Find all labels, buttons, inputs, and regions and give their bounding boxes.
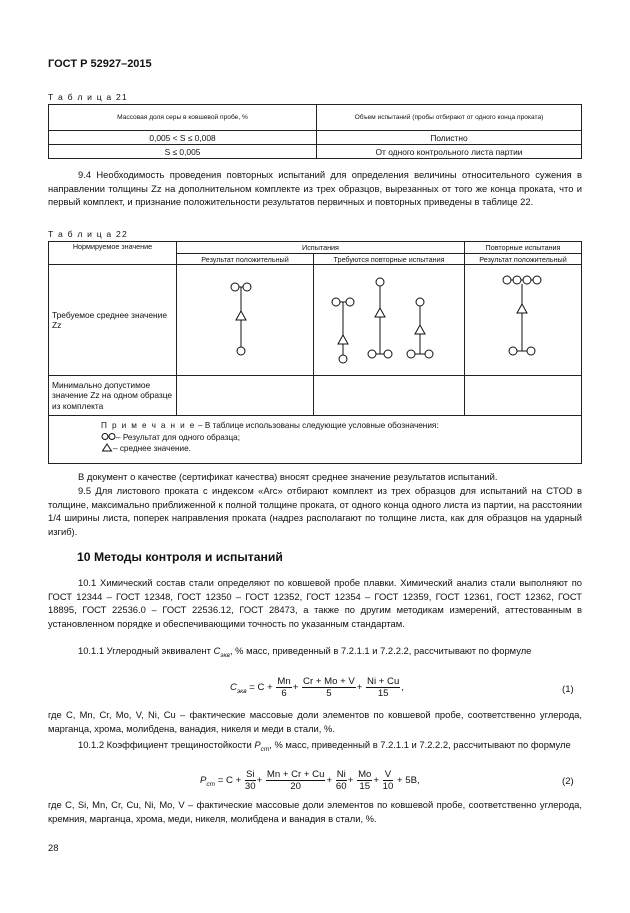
equation-number: (2) xyxy=(562,776,574,787)
table22-row-mean-label: Требуемое среднее значение Zz xyxy=(49,265,177,376)
table22-header-tests: Испытания xyxy=(177,242,465,254)
table-cell: От одного контрольного листа партии xyxy=(317,145,582,159)
table-cell xyxy=(314,376,465,416)
table22-caption: Т а б л и ц а 22 xyxy=(48,229,128,239)
table22-row-min-label: Минимально допустимое значение Zz на одном образце из комплекта xyxy=(49,376,177,416)
symbol: C xyxy=(213,645,221,656)
note-prefix: П р и м е ч а н и е xyxy=(101,421,196,430)
paragraph-text: где C, Mn, Cr, Mo, V, Ni, Cu – фактические массовые доли элементов по ковшевой пробе, соответственно углерода, марганца, хрома, молибдена, ванадия, никеля и меди в стали, %. xyxy=(48,709,582,734)
fraction: $\frac{Ni}{60}$ xyxy=(335,769,347,792)
table22-header-retests: Повторные испытания xyxy=(465,242,582,254)
fraction: $\frac{Si}{30}$ xyxy=(244,769,256,792)
paragraph-10-1-1 xyxy=(48,644,582,662)
table21-header-sulfur: Массовая доля серы в ковшевой пробе, % xyxy=(49,105,317,131)
table-cell: S ≤ 0,005 xyxy=(49,145,317,159)
formula-term: , xyxy=(401,682,404,694)
triangle-icon xyxy=(101,443,113,452)
formula-term: = C + xyxy=(246,682,273,694)
table-cell xyxy=(465,376,582,416)
paragraph-text: 9.4 Необходимость проведения повторных испытаний для определения величины относительного сужения в направлении толщины Zz на дополнительном комплекте из трех образцов, вырезанных от того же конца проката, что и первый комплект, и признание положительности результатов первичных и повторных приведены в таблице 22. xyxy=(48,169,582,208)
paragraph-9-5 xyxy=(48,484,582,538)
symbol: P xyxy=(254,739,261,750)
fraction: $\frac{Cr + Mo + V}{5}$ xyxy=(303,676,355,699)
formula-term: + 5B, xyxy=(394,775,420,787)
formula-2: $P_{cm} = C$ + $\frac{Si}{30}$ + $\frac{Mn + Cr + Cu}{20}$ + $\frac{Ni}{60}$ + $\frac{Mo}{15}$ + $\frac{V}{10}$ + 5B, xyxy=(200,769,420,792)
paragraph-where-2 xyxy=(48,798,582,825)
text-span: 10.1.1 Углеродный эквивалент xyxy=(78,645,214,656)
paragraph-text xyxy=(48,644,582,662)
table22-sub-positive: Результат положительный xyxy=(177,254,314,265)
symbol-subscript: cm xyxy=(260,745,270,753)
paragraph-9-4 xyxy=(48,168,582,209)
table21-header-volume: Объем испытаний (пробы отбирают от одного конца проката) xyxy=(317,105,582,131)
table-cell: 0,005 < S ≤ 0,008 xyxy=(49,131,317,145)
legend-mean xyxy=(101,443,581,454)
fraction: $\frac{Mn}{6}$ xyxy=(277,676,291,699)
diagram-cell-retest-required xyxy=(314,265,465,376)
paragraph-text: 10.1 Химический состав стали определяют по ковшевой пробе плавки. Химический анализ стали выполняют по ГОСТ 12344 – ГОСТ 12348, ГОСТ 12350 – ГОСТ 12352, ГОСТ 12354 – ГОСТ 12359, ГОСТ 12361, ГОСТ 12362, ГОСТ 18895, ГОСТ 22536.0 – ГОСТ 22536.12, ГОСТ 28473, а также по другим методикам измерений, аттестованным в установленном порядке и обеспечивающими точность по указанным стандартам. xyxy=(48,577,582,629)
formula-1: $C_{экв} = C$ + $\frac{Mn}{6}$ + $\frac{Cr + Mo + V}{5}$ + $\frac{Ni + Cu}{15}$ , xyxy=(230,676,404,699)
table-cell xyxy=(177,376,314,416)
legend-sample-text: – Результат для одного образца; xyxy=(116,433,240,442)
section-title: 10 Методы контроля и испытаний xyxy=(77,550,283,564)
fraction: $\frac{Ni + Cu}{15}$ xyxy=(367,676,400,699)
paragraph-10-1 xyxy=(48,576,582,630)
text-span: , % масс, приведенный в 7.2.1.1 и 7.2.2.2, рассчитывают по формуле xyxy=(269,739,571,750)
page-number: 28 xyxy=(48,842,59,853)
diagram-cell-positive xyxy=(177,265,314,376)
symbol-subscript: экв xyxy=(220,651,230,659)
table-cell: Полистно xyxy=(317,131,582,145)
diagram-positive-retest xyxy=(465,265,581,373)
diagram-retest-required xyxy=(314,265,464,373)
legend-sample xyxy=(101,432,581,443)
formula-term: = C + xyxy=(215,775,242,787)
table-22 xyxy=(48,241,582,464)
table-21 xyxy=(48,104,582,159)
equation-number: (1) xyxy=(562,684,574,695)
formula-lhs: C xyxy=(230,682,237,694)
note-text: – В таблице использованы следующие условные обозначения: xyxy=(195,421,439,430)
formula-lhs: P xyxy=(200,775,207,787)
legend-mean-text: – среднее значение. xyxy=(113,444,191,453)
note-line xyxy=(101,420,581,431)
table22-header-norm: Нормируемое значение xyxy=(49,242,177,265)
paragraph-certificate xyxy=(48,470,582,484)
document-header: ГОСТ Р 52927–2015 xyxy=(48,58,152,70)
table22-sub-retest-required: Требуются повторные испытания xyxy=(314,254,465,265)
formula-lhs-sub: экв xyxy=(236,687,247,695)
diagram-positive xyxy=(177,265,313,373)
paragraph-text xyxy=(48,738,582,756)
paragraph-where-1 xyxy=(48,708,582,735)
fraction: $\frac{Mn + Cr + Cu}{20}$ xyxy=(266,769,325,792)
formula-lhs-sub: cm xyxy=(206,780,216,788)
table21-caption: Т а б л и ц а 21 xyxy=(48,92,128,102)
table22-sub-positive-retest: Результат положительный xyxy=(465,254,582,265)
table22-note xyxy=(49,416,582,464)
diagram-cell-positive-retest xyxy=(465,265,582,376)
specimen-circles-icon xyxy=(101,432,116,441)
fraction: $\frac{V}{10}$ xyxy=(382,769,394,792)
paragraph-text: где C, Si, Mn, Cr, Cu, Ni, Mo, V – фактические массовые доли элементов по ковшевой пробе, соответственно углерода, кремния, марганца, хрома, меди, никеля, молибдена и ванадия в стали, %. xyxy=(48,799,582,824)
paragraph-10-1-2 xyxy=(48,738,582,756)
paragraph-text: 9.5 Для листового проката с индексом «Arc» отбирают комплект из трех образцов для испытаний на CTOD в толщине, максимально приближенной к полной толщине проката, от одного конца одного листа из партии, на расстоянии 1/4 ширины листа, поперек направления проката (надрез располагают по толщине листа, как для образцов на ударный изгиб). xyxy=(48,485,582,537)
text-span: , % масс, приведенный в 7.2.1.1 и 7.2.2.2, рассчитывают по формуле xyxy=(229,645,532,656)
text-span: 10.1.2 Коэффициент трещиностойкости xyxy=(78,739,255,750)
paragraph-text: В документ о качестве (сертификат качества) вносят среднее значение результатов испытаний. xyxy=(78,471,498,482)
fraction: $\frac{Mo}{15}$ xyxy=(358,769,372,792)
